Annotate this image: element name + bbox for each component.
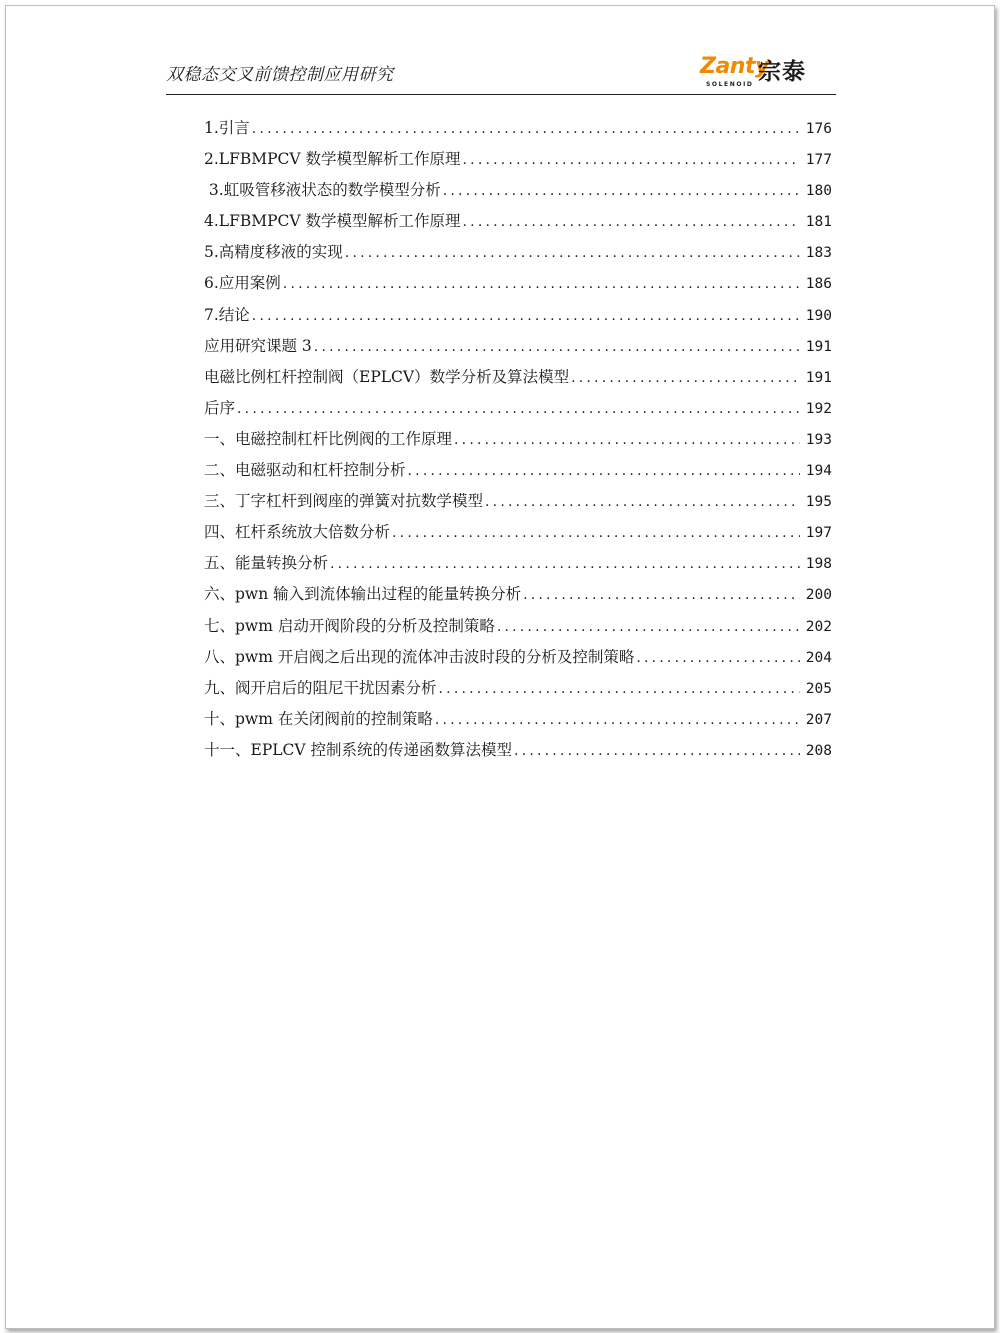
toc-entry-title: 三、丁字杠杆到阀座的弹簧对抗数学模型 — [204, 492, 484, 511]
toc-entry-page-number: 198 — [805, 556, 832, 573]
toc-dot-leader — [523, 587, 800, 603]
toc-entry-page-number: 200 — [805, 587, 832, 604]
toc-entry[interactable] — [204, 427, 832, 458]
toc-entry-title: 六、pwn 输入到流体输出过程的能量转换分析 — [204, 585, 522, 604]
toc-entry[interactable] — [204, 271, 832, 302]
toc-entry[interactable] — [204, 209, 832, 240]
toc-entry-page-number: 202 — [805, 618, 832, 635]
toc-entry-title: 应用研究课题 3 — [204, 336, 312, 355]
toc-entry[interactable] — [204, 645, 832, 676]
toc-dot-leader — [314, 339, 800, 355]
toc-entry-title: 十、pwm 在关闭阀前的控制策略 — [204, 709, 433, 728]
toc-entry[interactable] — [204, 303, 832, 334]
toc-entry-page-number: 191 — [805, 338, 832, 355]
toc-entry-page-number: 207 — [805, 711, 832, 728]
toc-entry-page-number: 193 — [805, 431, 832, 448]
toc-dot-leader — [636, 650, 800, 666]
toc-entry-title: 2.LFBMPCV 数学模型解析工作原理 — [204, 150, 461, 169]
toc-entry[interactable] — [204, 582, 832, 613]
toc-entry-page-number: 194 — [805, 463, 832, 480]
toc-entry[interactable] — [204, 520, 832, 551]
logo-chinese-text: 宗泰 — [758, 59, 806, 85]
toc-entry-title: 3.虹吸管移液状态的数学模型分析 — [204, 181, 441, 200]
page-header — [166, 52, 836, 95]
toc-entry[interactable] — [204, 458, 832, 489]
toc-entry-page-number: 208 — [805, 742, 832, 759]
toc-entry-page-number: 197 — [805, 525, 832, 542]
toc-entry-page-number: 204 — [805, 649, 832, 666]
toc-entry-page-number: 192 — [805, 400, 832, 417]
toc-entry[interactable] — [204, 707, 832, 738]
company-logo — [700, 54, 830, 92]
toc-dot-leader — [408, 463, 800, 479]
table-of-contents — [204, 116, 832, 769]
toc-entry[interactable] — [204, 334, 832, 365]
toc-dot-leader — [463, 152, 800, 168]
toc-entry-title: 1.引言 — [204, 119, 250, 137]
toc-entry[interactable] — [204, 240, 832, 271]
toc-entry[interactable] — [204, 489, 832, 520]
toc-dot-leader — [435, 712, 800, 728]
toc-entry-title: 八、pwm 开启阀之后出现的流体冲击波时段的分析及控制策略 — [204, 647, 635, 666]
toc-entry[interactable] — [204, 738, 832, 769]
toc-entry-title: 5.高精度移液的实现 — [204, 243, 343, 262]
toc-entry-title: 6.应用案例 — [204, 274, 281, 293]
toc-dot-leader — [252, 308, 800, 324]
toc-entry[interactable] — [204, 147, 832, 178]
toc-dot-leader — [345, 245, 800, 261]
toc-entry-title: 七、pwm 启动开阀阶段的分析及控制策略 — [204, 616, 495, 635]
toc-entry-page-number: 183 — [805, 245, 832, 262]
toc-entry-page-number: 191 — [805, 369, 832, 386]
toc-dot-leader — [439, 681, 800, 697]
toc-dot-leader — [443, 183, 800, 199]
toc-dot-leader — [454, 432, 800, 448]
toc-dot-leader — [392, 525, 800, 541]
toc-entry-title: 二、电磁驱动和杠杆控制分析 — [204, 461, 406, 480]
toc-entry-page-number: 190 — [805, 307, 832, 324]
header-title: 双稳态交叉前馈控制应用研究 — [166, 65, 394, 85]
toc-entry-title: 四、杠杆系统放大倍数分析 — [204, 523, 391, 542]
toc-dot-leader — [330, 556, 800, 572]
toc-dot-leader — [237, 401, 800, 417]
toc-dot-leader — [497, 619, 800, 635]
toc-entry[interactable] — [204, 116, 832, 147]
toc-entry[interactable] — [204, 365, 832, 396]
logo-subtitle: SOLENOID — [706, 81, 754, 88]
toc-dot-leader — [485, 494, 800, 510]
toc-entry-title: 十一、EPLCV 控制系统的传递函数算法模型 — [204, 740, 513, 759]
toc-entry-title: 电磁比例杠杆控制阀（EPLCV）数学分析及算法模型 — [204, 367, 570, 386]
toc-entry-page-number: 176 — [805, 121, 832, 137]
toc-entry-title: 九、阀开启后的阻尼干扰因素分析 — [204, 678, 437, 697]
toc-entry-title: 一、电磁控制杠杆比例阀的工作原理 — [204, 429, 453, 448]
toc-entry[interactable] — [204, 614, 832, 645]
logo-zanty-text: Zanty — [700, 54, 769, 79]
toc-entry-page-number: 180 — [805, 183, 832, 200]
toc-dot-leader — [252, 121, 800, 137]
toc-entry[interactable] — [204, 676, 832, 707]
toc-entry-page-number: 195 — [805, 494, 832, 511]
toc-entry-page-number: 181 — [805, 214, 832, 231]
toc-entry-title: 7.结论 — [204, 305, 250, 324]
toc-entry-page-number: 186 — [805, 276, 832, 293]
toc-entry-title: 五、能量转换分析 — [204, 554, 329, 573]
toc-dot-leader — [463, 214, 800, 230]
toc-entry-title: 后序 — [204, 398, 236, 417]
toc-dot-leader — [514, 743, 800, 759]
toc-entry-page-number: 177 — [805, 152, 832, 169]
toc-entry-title: 4.LFBMPCV 数学模型解析工作原理 — [204, 212, 461, 231]
toc-entry[interactable] — [204, 178, 832, 209]
toc-entry[interactable] — [204, 551, 832, 582]
toc-entry[interactable] — [204, 396, 832, 427]
toc-entry-page-number: 205 — [805, 680, 832, 697]
toc-dot-leader — [283, 276, 800, 292]
toc-dot-leader — [571, 370, 800, 386]
